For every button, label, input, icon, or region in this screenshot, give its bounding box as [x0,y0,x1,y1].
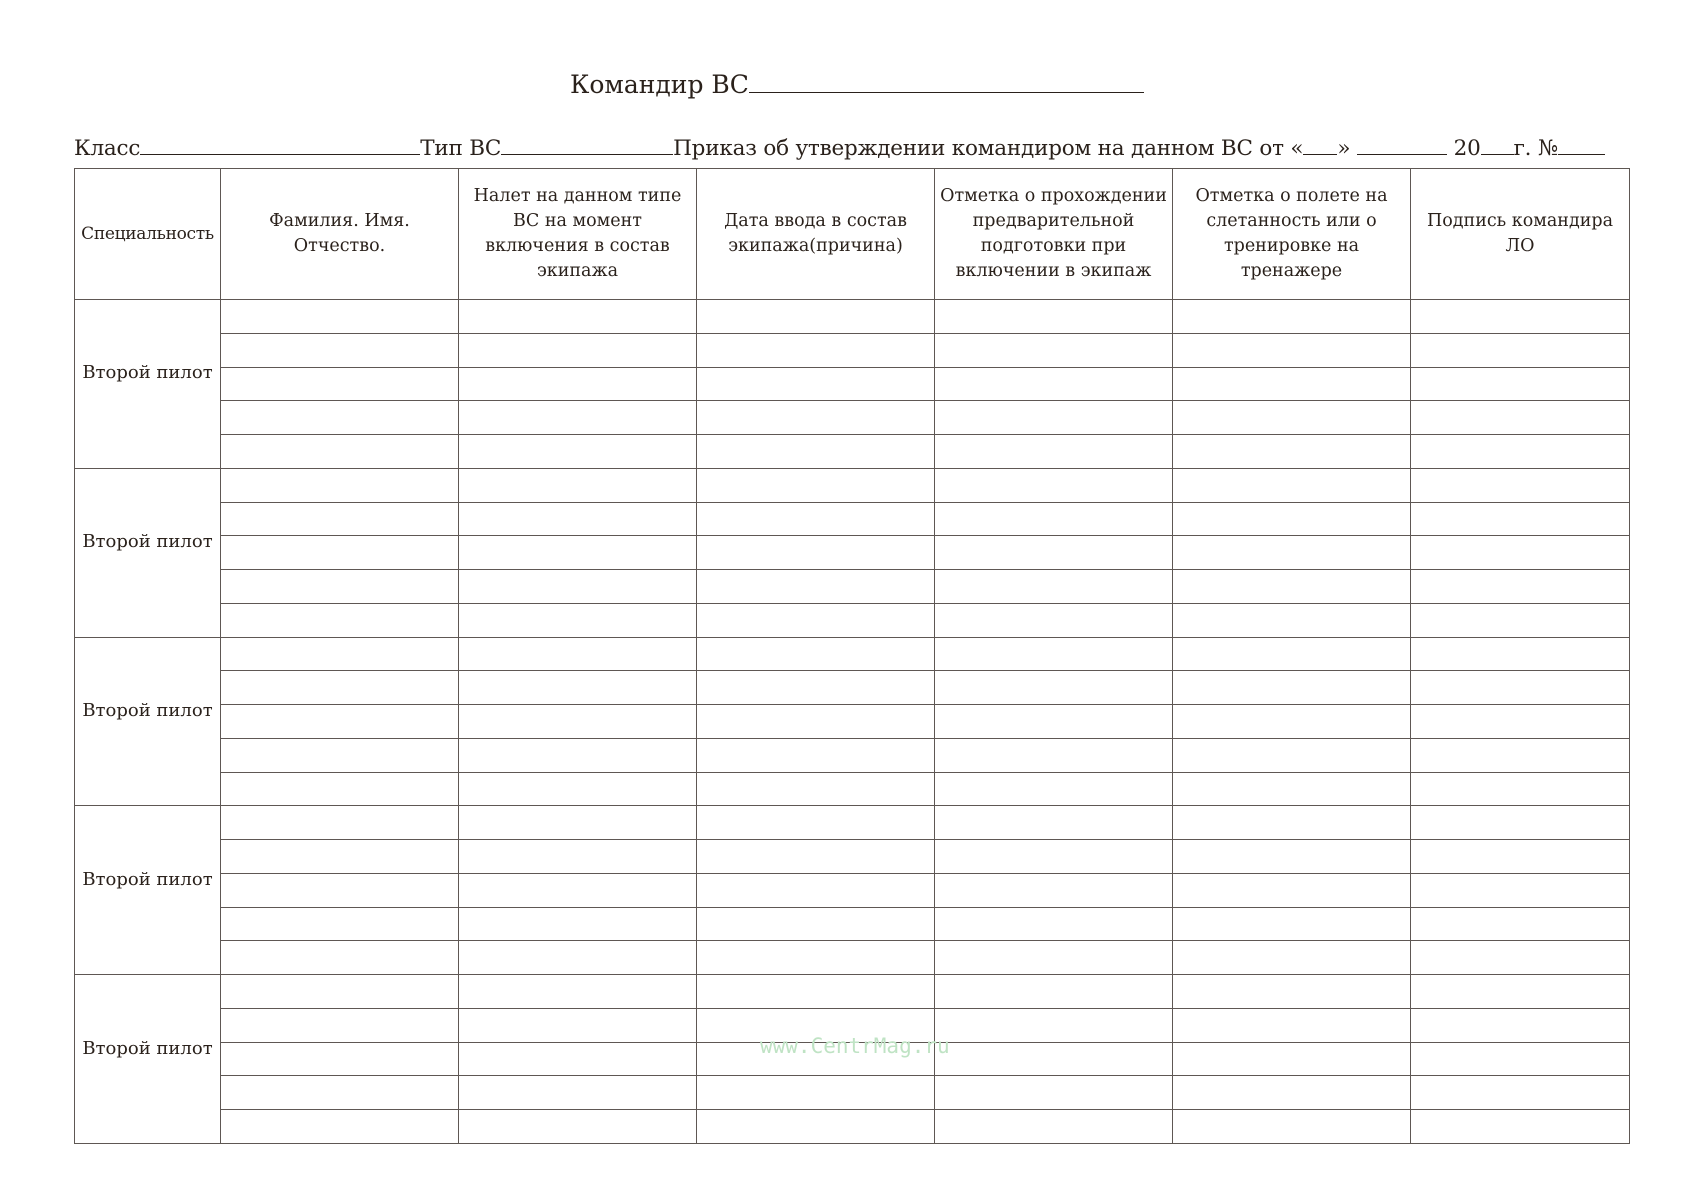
entry-cell[interactable] [1173,637,1411,671]
entry-cell[interactable] [221,772,459,806]
entry-cell[interactable] [697,975,935,1009]
entry-cell[interactable] [697,705,935,739]
page-title [570,70,1144,97]
entry-cell[interactable] [221,705,459,739]
class-label: Класс [74,136,141,161]
entry-cell[interactable] [935,1008,1173,1042]
table-row [75,1110,1630,1144]
entry-cell[interactable] [459,570,697,604]
entry-cell[interactable] [935,637,1173,671]
table-row [75,502,1630,536]
entry-cell[interactable] [1411,1076,1630,1110]
column-header-commander-signature: Подпись командира ЛО [1411,169,1630,300]
entry-cell[interactable] [459,941,697,975]
entry-cell[interactable] [459,300,697,334]
entry-cell[interactable] [935,1076,1173,1110]
entry-cell[interactable] [221,1110,459,1144]
entry-cell[interactable] [459,840,697,874]
entry-cell[interactable] [697,907,935,941]
entry-cell[interactable] [697,738,935,772]
entry-cell[interactable] [697,570,935,604]
entry-cell[interactable] [697,806,935,840]
table-header-row [75,169,1630,300]
table-row [75,333,1630,367]
entry-cell[interactable] [697,772,935,806]
entry-cell[interactable] [459,367,697,401]
entry-cell[interactable] [221,941,459,975]
table-row [75,907,1630,941]
entry-cell[interactable] [221,1042,459,1076]
entry-cell[interactable] [221,637,459,671]
entry-cell[interactable] [697,1110,935,1144]
entry-cell[interactable] [459,806,697,840]
entry-cell[interactable] [697,502,935,536]
entry-cell[interactable] [1411,671,1630,705]
entry-cell[interactable] [935,300,1173,334]
entry-cell[interactable] [459,333,697,367]
table-row [75,941,1630,975]
year-prefix: 20 [1453,136,1481,161]
entry-cell[interactable] [221,435,459,469]
entry-cell[interactable] [1411,840,1630,874]
table-body [75,300,1630,1144]
entry-cell[interactable] [1411,603,1630,637]
entry-cell[interactable] [221,468,459,502]
entry-cell[interactable] [697,536,935,570]
entry-cell[interactable] [935,367,1173,401]
entry-cell[interactable] [1173,502,1411,536]
table-row [75,300,1630,334]
entry-cell[interactable] [221,873,459,907]
entry-cell[interactable] [221,671,459,705]
entry-cell[interactable] [697,468,935,502]
entry-cell[interactable] [1411,435,1630,469]
table-row [75,536,1630,570]
entry-cell[interactable] [935,806,1173,840]
entry-cell[interactable] [697,637,935,671]
order-label: Приказ об утверждении командиром на данном ВС от « [673,136,1304,161]
entry-cell[interactable] [1411,401,1630,435]
entry-cell[interactable] [221,1076,459,1110]
entry-cell[interactable] [459,671,697,705]
entry-cell[interactable] [935,1110,1173,1144]
table-row [75,468,1630,502]
entry-cell[interactable] [697,603,935,637]
type-label: Тип ВС [420,136,502,161]
title-label: Командир ВС [570,70,749,99]
entry-cell[interactable] [1173,1076,1411,1110]
table-row [75,603,1630,637]
entry-cell[interactable] [1411,468,1630,502]
year-blank [1481,136,1514,155]
entry-cell[interactable] [935,705,1173,739]
column-header-flight-hours: Налет на данном типе ВС на момент включения в состав экипажа [459,169,697,300]
entry-cell[interactable] [935,738,1173,772]
entry-cell[interactable] [1173,671,1411,705]
entry-cell[interactable] [697,300,935,334]
month-blank [1357,136,1447,155]
entry-cell[interactable] [1173,1008,1411,1042]
entry-cell[interactable] [459,705,697,739]
entry-cell[interactable] [1411,738,1630,772]
entry-cell[interactable] [1411,975,1630,1009]
entry-cell[interactable] [1411,502,1630,536]
entry-cell[interactable] [459,502,697,536]
entry-cell[interactable] [935,603,1173,637]
entry-cell[interactable] [1173,468,1411,502]
entry-cell[interactable] [459,772,697,806]
entry-cell[interactable] [1173,840,1411,874]
entry-cell[interactable] [935,1042,1173,1076]
specialty-cell: Второй пилот [75,637,221,806]
entry-cell[interactable] [221,738,459,772]
year-suffix: г. № [1513,136,1559,161]
entry-cell[interactable] [1411,367,1630,401]
entry-cell[interactable] [935,772,1173,806]
entry-cell[interactable] [1411,570,1630,604]
entry-cell[interactable] [1411,333,1630,367]
entry-cell[interactable] [221,401,459,435]
entry-cell[interactable] [1173,941,1411,975]
table-row [75,1076,1630,1110]
entry-cell[interactable] [459,1110,697,1144]
specialty-cell: Второй пилот [75,468,221,637]
entry-cell[interactable] [459,1076,697,1110]
entry-cell[interactable] [1173,435,1411,469]
number-blank [1558,136,1605,155]
entry-cell[interactable] [1173,1110,1411,1144]
table-row [75,873,1630,907]
entry-cell[interactable] [697,840,935,874]
entry-cell[interactable] [1173,536,1411,570]
entry-cell[interactable] [1173,333,1411,367]
entry-cell[interactable] [459,907,697,941]
entry-cell[interactable] [1411,1110,1630,1144]
table-row [75,401,1630,435]
entry-cell[interactable] [459,738,697,772]
entry-cell[interactable] [221,907,459,941]
entry-cell[interactable] [1411,637,1630,671]
entry-cell[interactable] [697,333,935,367]
entry-cell[interactable] [459,637,697,671]
entry-cell[interactable] [1173,738,1411,772]
specialty-cell: Второй пилот [75,975,221,1144]
entry-cell[interactable] [935,536,1173,570]
column-header-pretraining-mark: Отметка о прохождении предварительной подготовки при включении в экипаж [935,169,1173,300]
entry-cell[interactable] [1173,806,1411,840]
entry-cell[interactable] [697,1076,935,1110]
table-row [75,367,1630,401]
entry-cell[interactable] [1173,907,1411,941]
table-row [75,671,1630,705]
table-row [75,840,1630,874]
specialty-cell: Второй пилот [75,300,221,469]
entry-cell[interactable] [459,435,697,469]
entry-cell[interactable] [459,975,697,1009]
specialty-cell: Второй пилот [75,806,221,975]
table-row [75,637,1630,671]
entry-cell[interactable] [221,975,459,1009]
entry-cell[interactable] [935,907,1173,941]
entry-cell[interactable] [221,300,459,334]
watermark: www.CentrMag.ru [760,1034,950,1058]
crew-journal-table [74,168,1630,1144]
entry-cell[interactable] [1173,401,1411,435]
entry-cell[interactable] [697,367,935,401]
entry-cell[interactable] [1173,603,1411,637]
header-meta-line [74,136,1605,160]
entry-cell[interactable] [935,401,1173,435]
entry-cell[interactable] [1411,907,1630,941]
entry-cell[interactable] [221,502,459,536]
entry-cell[interactable] [459,1042,697,1076]
entry-cell[interactable] [1411,873,1630,907]
entry-cell[interactable] [1411,1042,1630,1076]
entry-cell[interactable] [697,941,935,975]
entry-cell[interactable] [221,570,459,604]
entry-cell[interactable] [221,1008,459,1042]
entry-cell[interactable] [935,333,1173,367]
type-blank [501,136,673,155]
entry-cell[interactable] [221,806,459,840]
entry-cell[interactable] [697,401,935,435]
table-row [75,570,1630,604]
entry-cell[interactable] [1411,806,1630,840]
entry-cell[interactable] [221,603,459,637]
class-blank [140,136,420,155]
entry-cell[interactable] [697,873,935,907]
entry-cell[interactable] [1173,975,1411,1009]
commander-blank [749,70,1144,93]
table-row [75,806,1630,840]
entry-cell[interactable] [1411,772,1630,806]
entry-cell[interactable] [459,603,697,637]
entry-cell[interactable] [1411,941,1630,975]
entry-cell[interactable] [935,671,1173,705]
table-row [75,705,1630,739]
entry-cell[interactable] [459,536,697,570]
entry-cell[interactable] [935,570,1173,604]
entry-cell[interactable] [221,536,459,570]
entry-cell[interactable] [1411,705,1630,739]
entry-cell[interactable] [1173,705,1411,739]
entry-cell[interactable] [1411,536,1630,570]
entry-cell[interactable] [935,873,1173,907]
entry-cell[interactable] [221,333,459,367]
entry-cell[interactable] [1411,300,1630,334]
entry-cell[interactable] [935,840,1173,874]
entry-cell[interactable] [1411,1008,1630,1042]
entry-cell[interactable] [1173,873,1411,907]
entry-cell[interactable] [935,435,1173,469]
entry-cell[interactable] [935,468,1173,502]
entry-cell[interactable] [935,941,1173,975]
entry-cell[interactable] [1173,570,1411,604]
quote-close: » [1337,136,1351,161]
entry-cell[interactable] [1173,367,1411,401]
entry-cell[interactable] [935,975,1173,1009]
entry-cell[interactable] [459,401,697,435]
column-header-specialty: Специальность [75,169,221,300]
entry-cell[interactable] [221,840,459,874]
table-row [75,772,1630,806]
entry-cell[interactable] [697,671,935,705]
entry-cell[interactable] [221,367,459,401]
entry-cell[interactable] [697,435,935,469]
entry-cell[interactable] [935,502,1173,536]
column-header-entry-date: Дата ввода в состав экипажа(причина) [697,169,935,300]
entry-cell[interactable] [1173,772,1411,806]
day-blank [1303,136,1337,155]
column-header-full-name: Фамилия. Имя. Отчество. [221,169,459,300]
table-row [75,435,1630,469]
entry-cell[interactable] [459,1008,697,1042]
table-row [75,975,1630,1009]
column-header-coherence-flight-mark: Отметка о полете на слетанность или о тренировке на тренажере [1173,169,1411,300]
entry-cell[interactable] [459,873,697,907]
entry-cell[interactable] [459,468,697,502]
table-row [75,738,1630,772]
entry-cell[interactable] [1173,300,1411,334]
entry-cell[interactable] [1173,1042,1411,1076]
